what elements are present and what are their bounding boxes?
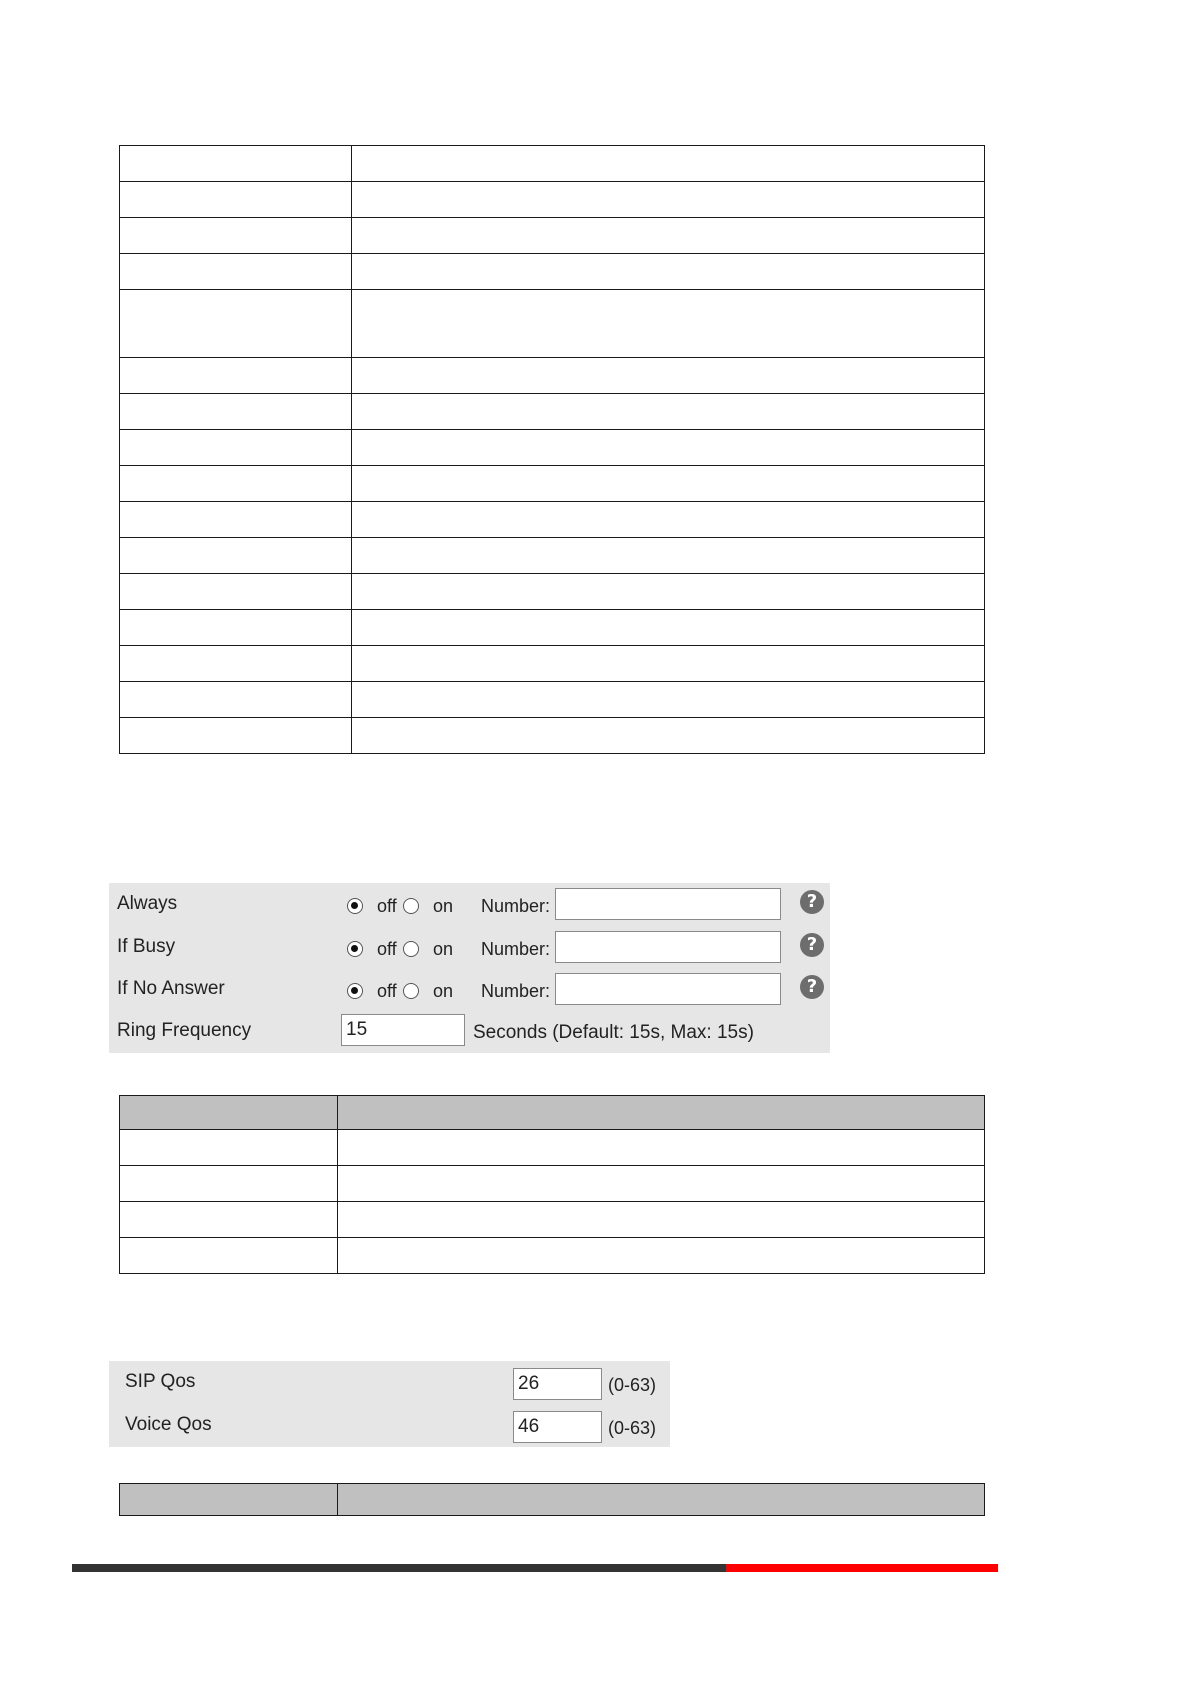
voice-qos-range: (0-63) [608, 1418, 657, 1438]
radio-label-on: on [433, 896, 454, 916]
forward-always-on-radio[interactable] [403, 898, 419, 914]
table-row [120, 502, 985, 538]
table-row [120, 1166, 985, 1202]
qos-parameter-table [119, 1483, 985, 1516]
radio-label-off: off [377, 939, 397, 959]
table-row [120, 146, 985, 182]
table-row [120, 682, 985, 718]
table-header-row [120, 1484, 985, 1516]
qos-panel [109, 1361, 670, 1447]
voice-qos-label: Voice Qos [125, 1414, 212, 1435]
forward-busy-label: If Busy [117, 936, 176, 957]
footer-bar-accent [726, 1564, 998, 1572]
forward-no-answer-off-radio[interactable] [347, 983, 363, 999]
forward-no-answer-on-radio[interactable] [403, 983, 419, 999]
ring-frequency-hint: Seconds (Default: 15s, Max: 15s) [473, 1022, 754, 1043]
table-row [120, 290, 985, 358]
voice-qos-input[interactable] [513, 1411, 602, 1443]
parameter-table [119, 145, 985, 754]
table-row [120, 574, 985, 610]
forward-always-number-input[interactable] [555, 888, 781, 920]
table-row [120, 718, 985, 754]
forward-no-answer-label: If No Answer [117, 978, 225, 999]
table-row [120, 538, 985, 574]
help-icon[interactable]: ? [800, 890, 824, 914]
call-forward-parameter-table [119, 1095, 985, 1274]
voice-qos-row [109, 1406, 670, 1446]
table-row [120, 1202, 985, 1238]
number-label: Number: [481, 939, 551, 959]
number-label: Number: [481, 981, 551, 1001]
table-row [120, 182, 985, 218]
sip-qos-label: SIP Qos [125, 1371, 196, 1392]
footer-bar-dark [72, 1564, 726, 1572]
forward-always-label: Always [117, 893, 178, 914]
forward-no-answer-number-input[interactable] [555, 973, 781, 1005]
sip-qos-range: (0-63) [608, 1375, 657, 1395]
number-label: Number: [481, 896, 551, 916]
table-row [120, 358, 985, 394]
table-row [120, 1238, 985, 1274]
forward-busy-off-radio[interactable] [347, 941, 363, 957]
forward-always-row [109, 885, 830, 925]
table-row [120, 394, 985, 430]
forward-busy-on-radio[interactable] [403, 941, 419, 957]
sip-qos-row [109, 1363, 670, 1403]
table-row [120, 466, 985, 502]
call-forward-panel [109, 883, 830, 1053]
forward-busy-number-input[interactable] [555, 931, 781, 963]
table-row [120, 430, 985, 466]
table-row [120, 254, 985, 290]
table-row [120, 1130, 985, 1166]
ring-frequency-label: Ring Frequency [117, 1020, 252, 1041]
table-row [120, 646, 985, 682]
radio-label-off: off [377, 896, 397, 916]
forward-always-off-radio[interactable] [347, 898, 363, 914]
table-row [120, 218, 985, 254]
forward-busy-row [109, 928, 830, 968]
ring-frequency-input[interactable] [341, 1014, 465, 1046]
forward-no-answer-row [109, 970, 830, 1010]
help-icon[interactable]: ? [800, 975, 824, 999]
help-icon[interactable]: ? [800, 933, 824, 957]
sip-qos-input[interactable] [513, 1368, 602, 1400]
table-row [120, 610, 985, 646]
table-header-row [120, 1096, 985, 1130]
radio-label-on: on [433, 981, 454, 1001]
ring-frequency-row [109, 1012, 830, 1052]
radio-label-off: off [377, 981, 397, 1001]
radio-label-on: on [433, 939, 454, 959]
